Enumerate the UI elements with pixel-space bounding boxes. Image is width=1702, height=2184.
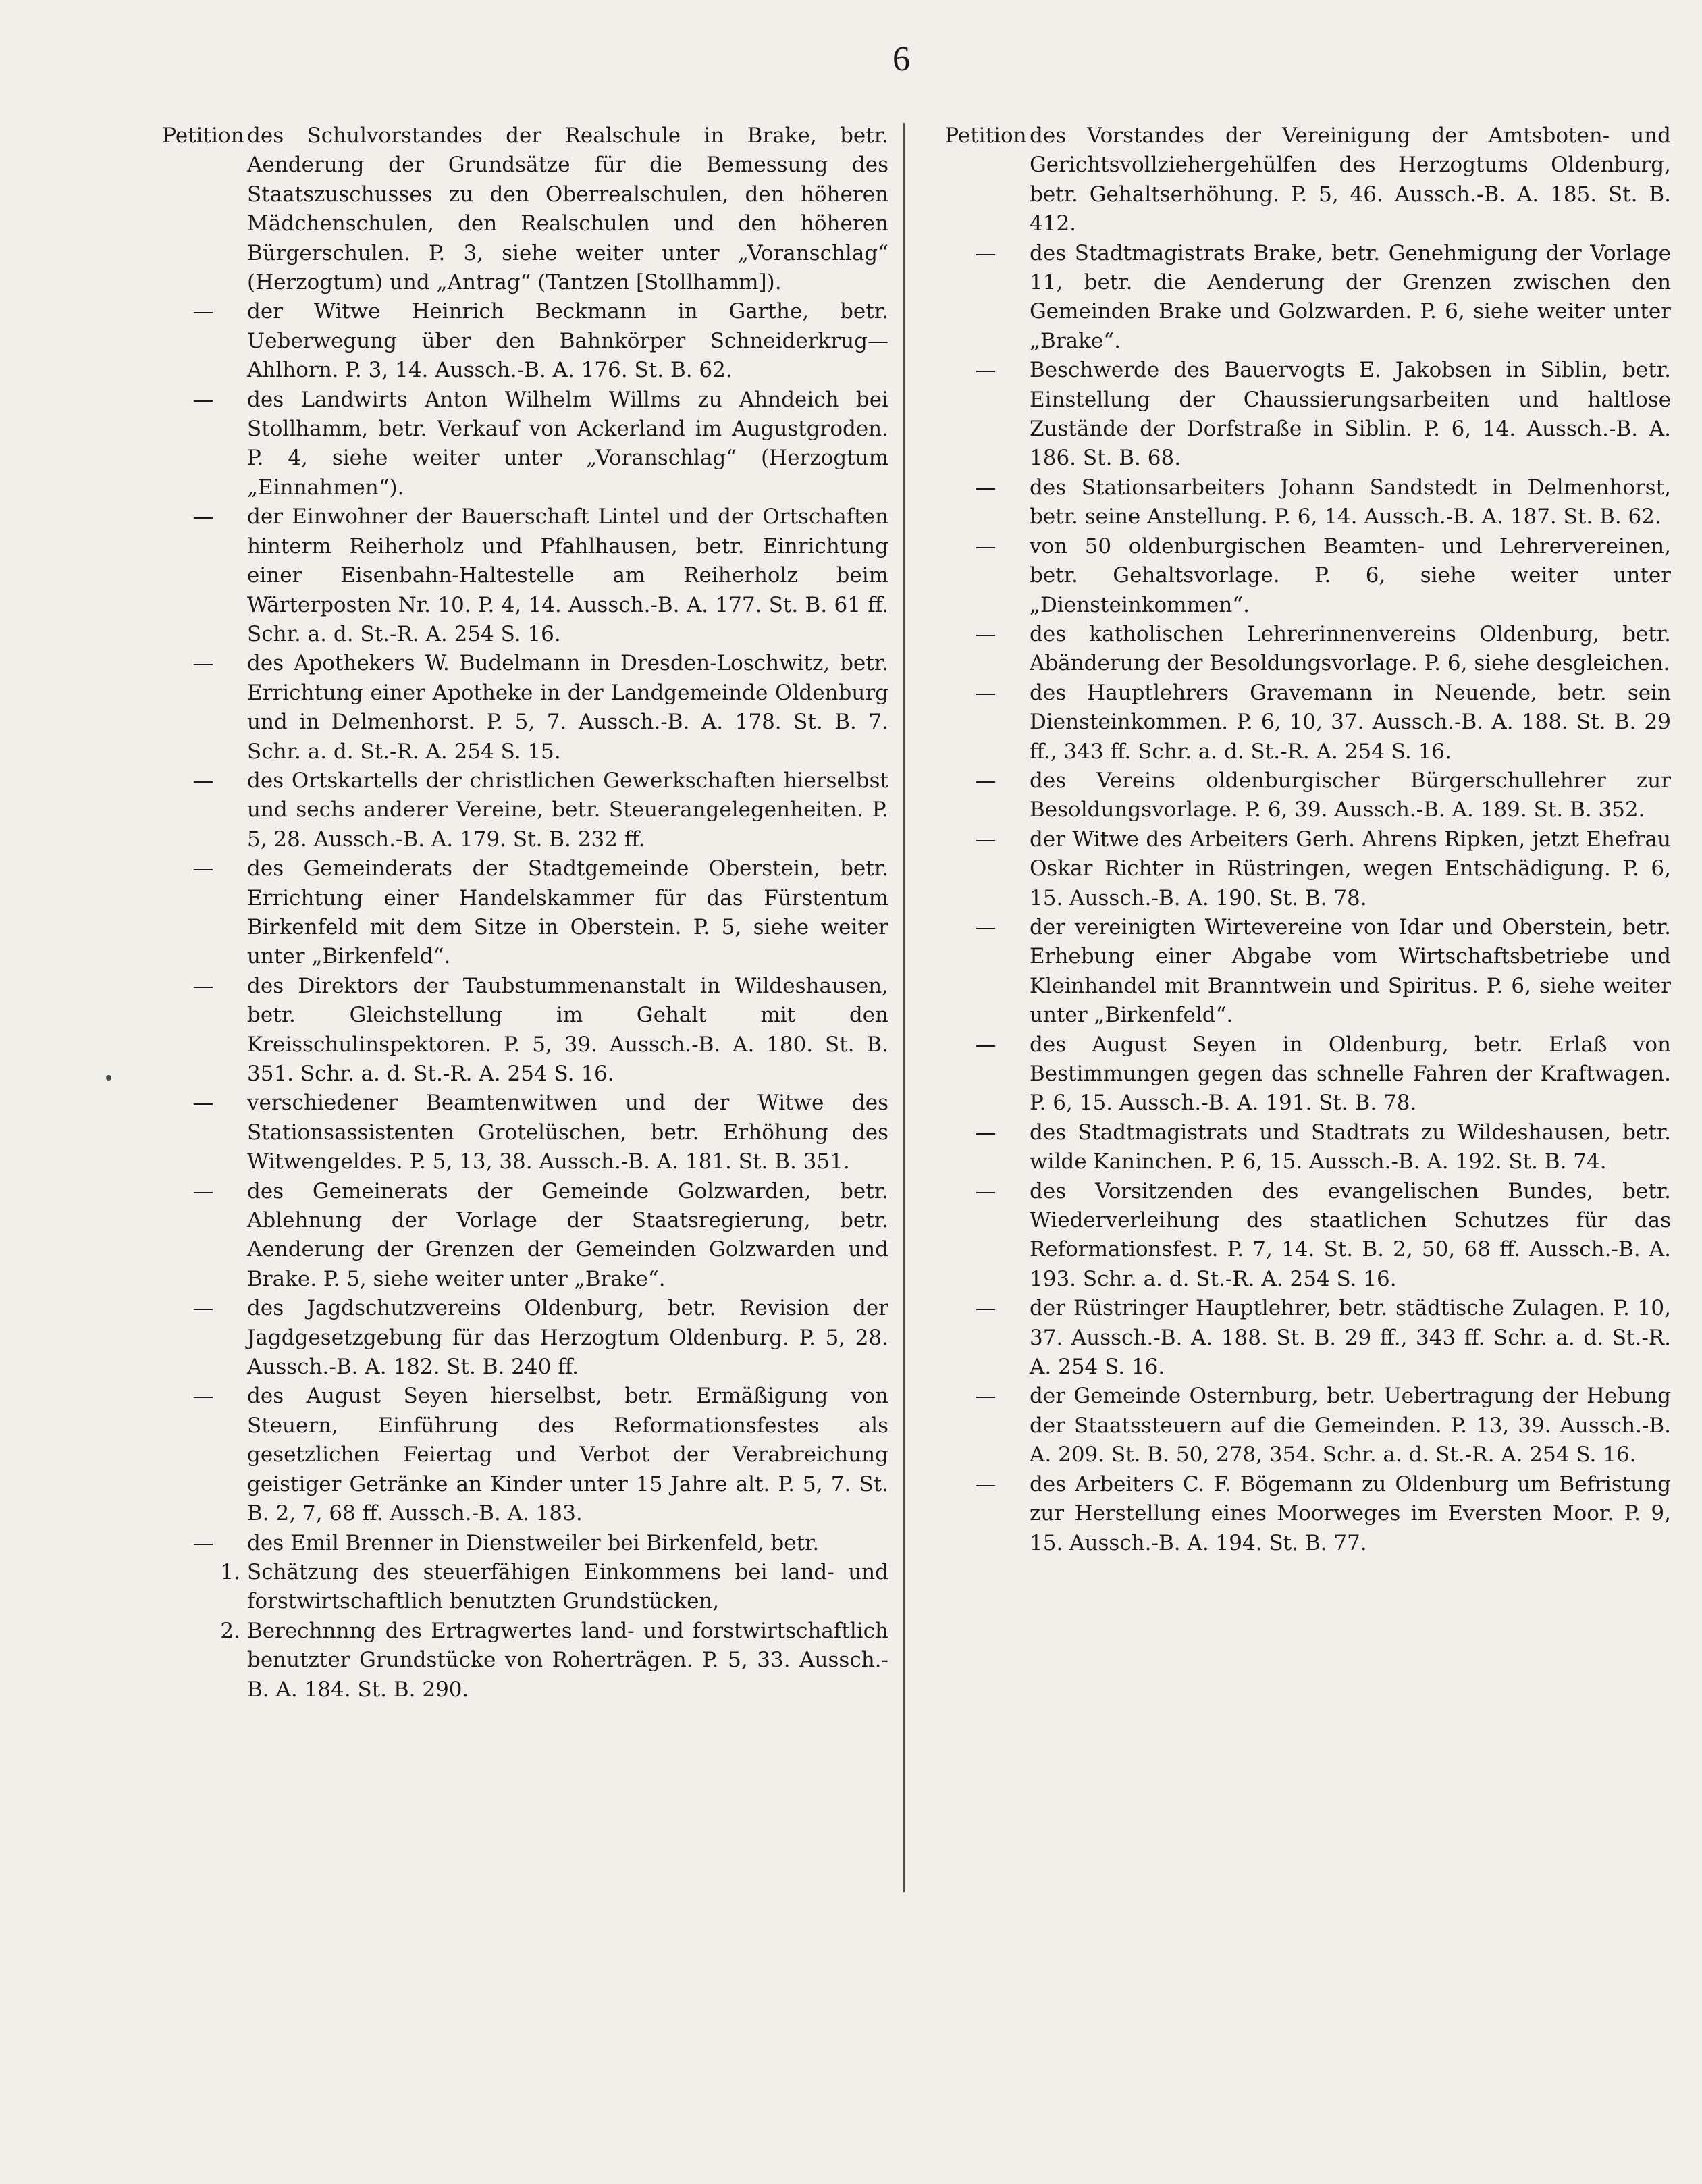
- right-entry-8: [942, 766, 1671, 825]
- entry-dash: —: [975, 680, 996, 705]
- entry-text: des Vorstandes der Vereinigung der Amtsboten- und Gerichtsvollziehergehülfen des Herzogtums Oldenburg, betr. Gehaltserhöhung. P. 5, 46. Aussch.-B. A. 185. St. B. 412.: [1030, 124, 1671, 236]
- entry-text: der Einwohner der Bauerschaft Lintel und der Ortschaften hinterm Reiherholz und Pfahlhausen, betr. Einrichtung einer Eisenbahn-Haltestelle am Reiherholz beim Wärterposten Nr. 10. P. 4, 14. Aussch.-B. A. 177. St. B. 61 ff. Schr. a. d. St.-R. A. 254 S. 16.: [247, 504, 888, 646]
- entry-dash: —: [975, 1032, 996, 1057]
- entry-dash: —: [192, 387, 214, 412]
- numbered-item-2: [159, 1617, 888, 1705]
- left-entry-3: [159, 386, 888, 503]
- entry-text: der vereinigten Wirtevereine von Idar und Oberstein, betr. Erhebung einer Abgabe vom Wirtschaftsbetriebe und Kleinhandel mit Branntwein und Spiritus. P. 6, siehe weiter unter „Birkenfeld“.: [1030, 914, 1671, 1028]
- entry-dash: —: [192, 1091, 214, 1116]
- entry-text: des Landwirts Anton Wilhelm Willms zu Ahndeich bei Stollhamm, betr. Verkauf von Ackerland im Augustgroden. P. 4, siehe weiter unter „Voranschlag“ (Herzogtum „Einnahmen“).: [247, 387, 888, 500]
- right-column: [942, 122, 1671, 1558]
- entry-text: der Witwe Heinrich Beckmann in Garthe, betr. Ueberwegung über den Bahnkörper Schneiderkrug—Ahlhorn. P. 3, 14. Aussch.-B. A. 176. St. B. 62.: [247, 299, 888, 383]
- entry-text: der Witwe des Arbeiters Gerh. Ahrens Ripken, jetzt Ehefrau Oskar Richter in Rüstringen, wegen Entschädigung. P. 6, 15. Aussch.-B. A. 190. St. B. 78.: [1030, 827, 1671, 910]
- entry-text: verschiedener Beamtenwitwen und der Witwe des Stationsassistenten Grotelüschen, betr. Erhöhung des Witwengeldes. P. 5, 13, 38. Aussch.-B. A. 181. St. B. 351.: [247, 1091, 888, 1174]
- left-entry-5: [159, 649, 888, 766]
- entry-dash: —: [975, 1384, 996, 1409]
- entry-dash: —: [975, 621, 996, 646]
- right-entry-15: [942, 1382, 1671, 1470]
- entry-dash: —: [975, 1296, 996, 1321]
- right-entry-10: [942, 913, 1671, 1031]
- entry-dash: —: [975, 768, 996, 793]
- right-entry-6: [942, 620, 1671, 679]
- item-number: 2.: [220, 1618, 240, 1643]
- right-entry-5: [942, 532, 1671, 620]
- entry-dash: —: [192, 504, 214, 529]
- entry-dash: —: [975, 1178, 996, 1203]
- entry-text: des Direktors der Taubstummenanstalt in Wildeshausen, betr. Gleichstellung im Gehalt mit den Kreisschulinspektoren. P. 5, 39. Aussch.-B. A. 180. St. B. 351. Schr. a. d. St.-R. A. 254 S. 16.: [247, 973, 888, 1086]
- entry-text: des Hauptlehrers Gravemann in Neuende, betr. sein Diensteinkommen. P. 6, 10, 37. Aussch.-B. A. 188. St. B. 29 ff., 343 ff. Schr. a. d. St.-R. A. 254 S. 16.: [1030, 680, 1671, 764]
- left-entry-2: [159, 297, 888, 385]
- right-entry-9: [942, 825, 1671, 913]
- item-text: Schätzung des steuerfähigen Einkommens bei land- und forstwirtschaftlich benutzten Grundstücken,: [247, 1559, 888, 1614]
- right-entry-11: [942, 1031, 1671, 1118]
- entry-text: der Rüstringer Hauptlehrer, betr. städtische Zulagen. P. 10, 37. Aussch.-B. A. 188. St. B. 29 ff., 343 ff. Schr. a. d. St.-R. A. 254 S. 16.: [1030, 1296, 1671, 1380]
- numbered-item-1: [159, 1558, 888, 1617]
- left-entry-8: [159, 972, 888, 1089]
- entry-dash: —: [192, 768, 214, 793]
- entry-text: des katholischen Lehrerinnenvereins Oldenburg, betr. Abänderung der Besoldungsvorlage. P. 6, siehe desgleichen.: [1030, 621, 1671, 676]
- entry-text: des Arbeiters C. F. Bögemann zu Oldenburg um Befristung zur Herstellung eines Moorweges im Eversten Moor. P. 9, 15. Aussch.-B. A. 194. St. B. 77.: [1030, 1472, 1671, 1555]
- page-number: 6: [893, 40, 910, 78]
- left-entry-10: [159, 1177, 888, 1295]
- column-divider: [903, 123, 905, 1892]
- right-entry-2: [942, 239, 1671, 357]
- right-entry-12: [942, 1118, 1671, 1177]
- entry-text: Beschwerde des Bauervogts E. Jakobsen in Siblin, betr. Einstellung der Chaussierungsarbeiten und haltlose Zustände der Dorfstraße in Siblin. P. 6, 14. Aussch.-B. A. 186. St. B. 68.: [1030, 358, 1671, 471]
- entry-lead: Petition: [945, 124, 1027, 148]
- entry-dash: —: [975, 240, 996, 265]
- entry-dash: —: [975, 534, 996, 558]
- right-entry-4: [942, 473, 1671, 532]
- entry-text: des August Seyen hierselbst, betr. Ermäßigung von Steuern, Einführung des Reformationsfestes als gesetzlichen Feiertag und Verbot der Verabreichung geistiger Getränke an Kinder unter 15 Jahre alt. P. 5, 7. St. B. 2, 7, 68 ff. Aussch.-B. A. 183.: [247, 1384, 888, 1526]
- entry-text: des Apothekers W. Budelmann in Dresden-Loschwitz, betr. Errichtung einer Apotheke in der Landgemeinde Oldenburg und in Delmenhorst. P. 5, 7. Aussch.-B. A. 178. St. B. 7. Schr. a. d. St.-R. A. 254 S. 15.: [247, 651, 888, 764]
- entry-dash: —: [975, 914, 996, 939]
- entry-text: des Vorsitzenden des evangelischen Bundes, betr. Wiederverleihung des staatlichen Schutzes für das Reformationsfest. P. 7, 14. St. B. 2, 50, 68 ff. Aussch.-B. A. 193. Schr. a. d. St.-R. A. 254 S. 16.: [1030, 1178, 1671, 1291]
- left-entry-7: [159, 854, 888, 972]
- item-text: Berechnnng des Ertragwertes land- und forstwirtschaftlich benutzter Grundstücke von Roherträgen. P. 5, 33. Aussch.-B. A. 184. St. B. 290.: [247, 1618, 888, 1702]
- entry-text: des Emil Brenner in Dienstweiler bei Birkenfeld, betr.: [247, 1530, 820, 1555]
- left-entry-4: [159, 502, 888, 649]
- right-entry-1: [942, 122, 1671, 239]
- right-entry-16: [942, 1470, 1671, 1558]
- entry-dash: —: [192, 1296, 214, 1321]
- entry-dash: —: [975, 1472, 996, 1497]
- right-entry-13: [942, 1177, 1671, 1295]
- entry-text: des Stadtmagistrats und Stadtrats zu Wildeshausen, betr. wilde Kaninchen. P. 6, 15. Aussch.-B. A. 192. St. B. 74.: [1030, 1120, 1671, 1174]
- entry-dash: —: [975, 475, 996, 500]
- left-entry-1: [159, 122, 888, 297]
- right-entry-14: [942, 1294, 1671, 1382]
- entry-dash: —: [975, 358, 996, 383]
- left-entry-9: [159, 1089, 888, 1176]
- entry-dash: —: [192, 651, 214, 676]
- item-number: 1.: [220, 1559, 240, 1584]
- left-entry-11: [159, 1294, 888, 1382]
- entry-text: des Gemeinderats der Stadtgemeinde Oberstein, betr. Errichtung einer Handelskammer für das Fürstentum Birkenfeld mit dem Sitze in Oberstein. P. 5, siehe weiter unter „Birkenfeld“.: [247, 856, 888, 969]
- left-entry-12: [159, 1382, 888, 1528]
- entry-dash: —: [192, 856, 214, 881]
- entry-dash: —: [192, 1178, 214, 1203]
- right-entry-7: [942, 679, 1671, 766]
- entry-dash: —: [192, 299, 214, 324]
- left-entry-6: [159, 766, 888, 854]
- entry-text: des Stationsarbeiters Johann Sandstedt in Delmenhorst, betr. seine Anstellung. P. 6, 14. Aussch.-B. A. 187. St. B. 62.: [1030, 475, 1671, 529]
- entry-text: des Ortskartells der christlichen Gewerkschaften hierselbst und sechs anderer Vereine, betr. Steuerangelegenheiten. P. 5, 28. Aussch.-B. A. 179. St. B. 232 ff.: [247, 768, 888, 852]
- entry-text: der Gemeinde Osternburg, betr. Uebertragung der Hebung der Staatssteuern auf die Gemeinden. P. 13, 39. Aussch.-B. A. 209. St. B. 50, 278, 354. Schr. a. d. St.-R. A. 254 S. 16.: [1030, 1384, 1671, 1467]
- entry-dash: —: [975, 1120, 996, 1145]
- entry-text: des Vereins oldenburgischer Bürgerschullehrer zur Besoldungsvorlage. P. 6, 39. Aussch.-B. A. 189. St. B. 352.: [1030, 768, 1671, 823]
- entry-text: des Schulvorstandes der Realschule in Brake, betr. Aenderung der Grundsätze für die Bemessung des Staatszuschusses zu den Oberrealschulen, den höheren Mädchenschulen, den Realschulen und den höheren Bürgerschulen. P. 3, siehe weiter unter „Voranschlag“ (Herzogtum) und „Antrag“ (Tantzen [Stollhamm]).: [247, 124, 888, 295]
- entry-dash: —: [192, 973, 214, 998]
- left-entry-13: [159, 1529, 888, 1558]
- entry-dash: —: [975, 827, 996, 852]
- left-column: [159, 122, 888, 1705]
- entry-dash: —: [192, 1530, 214, 1555]
- ink-speck: [106, 1075, 111, 1081]
- entry-text: von 50 oldenburgischen Beamten- und Lehrervereinen, betr. Gehaltsvorlage. P. 6, siehe weiter unter „Diensteinkommen“.: [1030, 534, 1671, 617]
- entry-text: des Gemeinerats der Gemeinde Golzwarden, betr. Ablehnung der Vorlage der Staatsregierung, betr. Aenderung der Grenzen der Gemeinden Golzwarden und Brake. P. 5, siehe weiter unter „Brake“.: [247, 1178, 888, 1291]
- entry-text: des Stadtmagistrats Brake, betr. Genehmigung der Vorlage 11, betr. die Aenderung der Grenzen zwischen den Gemeinden Brake und Golzwarden. P. 6, siehe weiter unter „Brake“.: [1030, 240, 1671, 353]
- entry-dash: —: [192, 1384, 214, 1409]
- entry-text: des August Seyen in Oldenburg, betr. Erlaß von Bestimmungen gegen das schnelle Fahren der Kraftwagen. P. 6, 15. Aussch.-B. A. 191. St. B. 78.: [1030, 1032, 1671, 1116]
- entry-lead: Petition: [162, 124, 244, 148]
- right-entry-3: [942, 356, 1671, 473]
- entry-text: des Jagdschutzvereins Oldenburg, betr. Revision der Jagdgesetzgebung für das Herzogtum Oldenburg. P. 5, 28. Aussch.-B. A. 182. St. B. 240 ff.: [247, 1296, 888, 1380]
